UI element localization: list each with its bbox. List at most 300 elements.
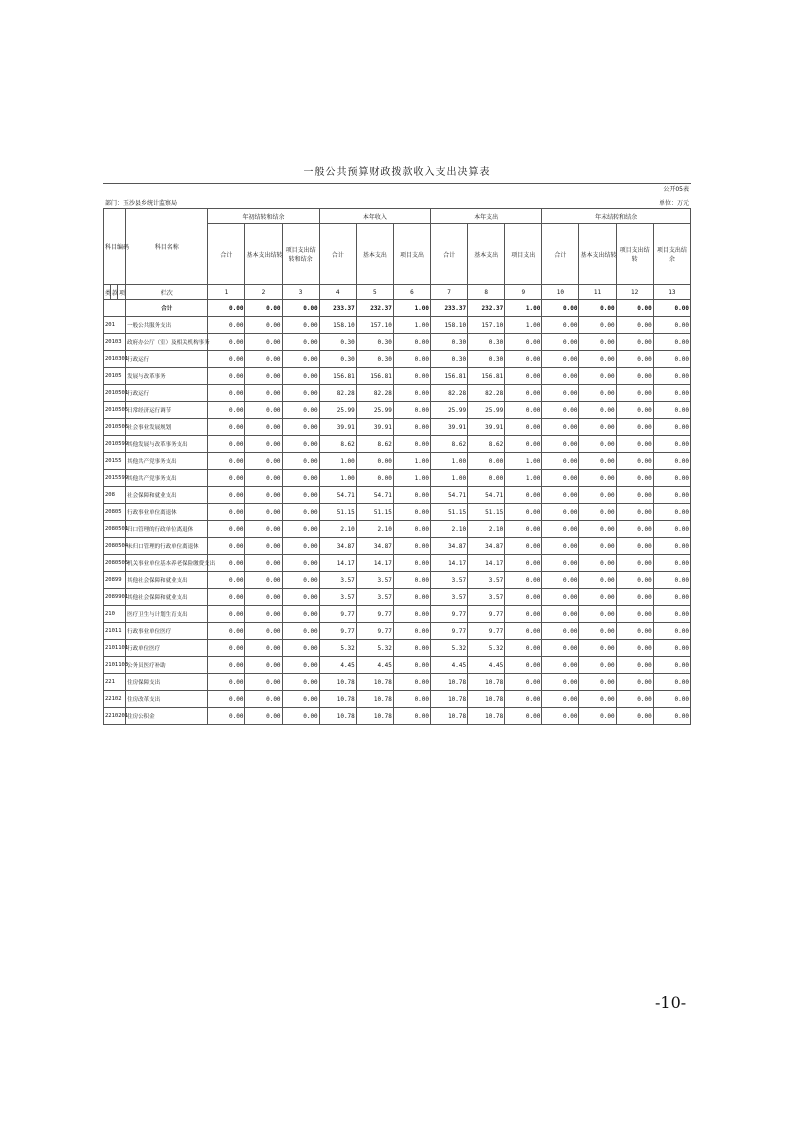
row-value-col8: 5.32 <box>468 640 505 657</box>
row-value-col7: 9.77 <box>431 623 468 640</box>
row-code: 2010301 <box>104 351 126 368</box>
colnum-1: 1 <box>208 285 245 300</box>
row-value-col12: 0.00 <box>616 640 653 657</box>
row-value-col9: 0.00 <box>505 419 542 436</box>
dept-row <box>103 196 691 208</box>
table-row <box>104 436 691 453</box>
row-value-col6: 0.00 <box>393 504 430 521</box>
row-value-col3: 0.00 <box>282 538 319 555</box>
row-value-col9: 0.00 <box>505 334 542 351</box>
row-value-col3: 0.00 <box>282 402 319 419</box>
row-value-col9: 0.00 <box>505 623 542 640</box>
table-row <box>104 589 691 606</box>
end-basic-header: 基本支出结转 <box>579 224 616 285</box>
row-value-col13: 0.00 <box>653 521 690 538</box>
colnum-11: 11 <box>579 285 616 300</box>
income-header: 本年收入 <box>319 209 430 224</box>
row-value-col6: 0.00 <box>393 436 430 453</box>
table-row <box>104 402 691 419</box>
row-value-col11: 0.00 <box>579 436 616 453</box>
table-row <box>104 453 691 470</box>
row-value-col4: 14.17 <box>319 555 356 572</box>
row-value-col10: 0.00 <box>542 300 579 317</box>
row-name: 医疗卫生与计划生育支出 <box>126 606 208 623</box>
row-value-col1: 0.00 <box>208 640 245 657</box>
expense-project-header: 项目支出 <box>505 224 542 285</box>
row-value-col10: 0.00 <box>542 589 579 606</box>
row-value-col10: 0.00 <box>542 470 579 487</box>
row-value-col12: 0.00 <box>616 589 653 606</box>
row-value-col8: 39.91 <box>468 419 505 436</box>
row-name: 公务员医疗补助 <box>126 657 208 674</box>
row-value-col10: 0.00 <box>542 436 579 453</box>
row-value-col8: 14.17 <box>468 555 505 572</box>
row-code: 2080505 <box>104 555 126 572</box>
row-value-col1: 0.00 <box>208 521 245 538</box>
table-row <box>104 674 691 691</box>
row-value-col3: 0.00 <box>282 691 319 708</box>
table-row <box>104 538 691 555</box>
row-value-col3: 0.00 <box>282 640 319 657</box>
row-code: 21011 <box>104 623 126 640</box>
row-value-col9: 0.00 <box>505 606 542 623</box>
table-row <box>104 640 691 657</box>
row-value-col8: 10.78 <box>468 674 505 691</box>
row-value-col12: 0.00 <box>616 402 653 419</box>
row-name: 住房公积金 <box>126 708 208 725</box>
row-value-col3: 0.00 <box>282 504 319 521</box>
row-value-col13: 0.00 <box>653 351 690 368</box>
row-name: 机关事业单位基本养老保险缴费支出 <box>126 555 208 572</box>
table-row <box>104 334 691 351</box>
row-value-col6: 0.00 <box>393 385 430 402</box>
row-value-col9: 0.00 <box>505 402 542 419</box>
row-value-col13: 0.00 <box>653 657 690 674</box>
row-code: 22102 <box>104 691 126 708</box>
department-label: 部门：玉沙县乡统计监察局 <box>105 200 178 207</box>
row-value-col5: 0.30 <box>356 334 393 351</box>
table-row <box>104 385 691 402</box>
row-value-col8: 25.99 <box>468 402 505 419</box>
row-value-col6: 0.00 <box>393 606 430 623</box>
row-value-col13: 0.00 <box>653 572 690 589</box>
row-value-col1: 0.00 <box>208 691 245 708</box>
row-code: 201 <box>104 317 126 334</box>
row-value-col13: 0.00 <box>653 674 690 691</box>
row-code: 2010506 <box>104 419 126 436</box>
row-value-col3: 0.00 <box>282 436 319 453</box>
row-value-col9: 0.00 <box>505 640 542 657</box>
row-value-col1: 0.00 <box>208 606 245 623</box>
row-value-col11: 0.00 <box>579 504 616 521</box>
row-value-col10: 0.00 <box>542 708 579 725</box>
row-value-col2: 0.00 <box>245 317 282 334</box>
row-value-col1: 0.00 <box>208 453 245 470</box>
prev-project-header: 项目支出结转和结余 <box>282 224 319 285</box>
row-value-col10: 0.00 <box>542 640 579 657</box>
row-value-col3: 0.00 <box>282 589 319 606</box>
row-value-col5: 156.81 <box>356 368 393 385</box>
row-value-col5: 9.77 <box>356 623 393 640</box>
row-value-col8: 9.77 <box>468 606 505 623</box>
page-number: -10- <box>655 993 687 1012</box>
end-total-header: 合计 <box>542 224 579 285</box>
row-value-col1: 0.00 <box>208 470 245 487</box>
title-row <box>103 157 691 184</box>
row-value-col1: 0.00 <box>208 589 245 606</box>
row-value-col11: 0.00 <box>579 657 616 674</box>
row-value-col7: 10.78 <box>431 708 468 725</box>
row-value-col7: 156.81 <box>431 368 468 385</box>
row-value-col4: 25.99 <box>319 402 356 419</box>
row-value-col12: 0.00 <box>616 385 653 402</box>
row-value-col10: 0.00 <box>542 521 579 538</box>
row-value-col5: 3.57 <box>356 572 393 589</box>
row-value-col4: 51.15 <box>319 504 356 521</box>
table-row <box>104 317 691 334</box>
row-value-col7: 158.10 <box>431 317 468 334</box>
row-name: 其他发展与改革事务支出 <box>126 436 208 453</box>
row-value-col7: 8.62 <box>431 436 468 453</box>
row-value-col5: 9.77 <box>356 606 393 623</box>
expense-total-header: 合计 <box>431 224 468 285</box>
row-value-col6: 0.00 <box>393 572 430 589</box>
row-value-col2: 0.00 <box>245 334 282 351</box>
row-value-col3: 0.00 <box>282 419 319 436</box>
row-value-col13: 0.00 <box>653 538 690 555</box>
income-project-header: 项目支出 <box>393 224 430 285</box>
row-value-col6: 1.00 <box>393 317 430 334</box>
row-value-col10: 0.00 <box>542 606 579 623</box>
colnum-9: 9 <box>505 285 542 300</box>
row-value-col1: 0.00 <box>208 351 245 368</box>
row-value-col8: 4.45 <box>468 657 505 674</box>
row-value-col12: 0.00 <box>616 674 653 691</box>
row-value-col1: 0.00 <box>208 487 245 504</box>
row-value-col5: 10.78 <box>356 674 393 691</box>
row-value-col5: 4.45 <box>356 657 393 674</box>
row-code: 20805 <box>104 504 126 521</box>
row-code: 20105 <box>104 368 126 385</box>
row-value-col7: 1.00 <box>431 453 468 470</box>
colnum-3: 3 <box>282 285 319 300</box>
row-value-col7: 39.91 <box>431 419 468 436</box>
row-value-col13: 0.00 <box>653 317 690 334</box>
colnum-5: 5 <box>356 285 393 300</box>
row-value-col11: 0.00 <box>579 453 616 470</box>
column-number-row <box>104 285 691 300</box>
row-value-col3: 0.00 <box>282 334 319 351</box>
row-value-col2: 0.00 <box>245 453 282 470</box>
row-value-col10: 0.00 <box>542 555 579 572</box>
row-value-col4: 1.00 <box>319 470 356 487</box>
row-value-col6: 0.00 <box>393 555 430 572</box>
row-value-col4: 54.71 <box>319 487 356 504</box>
row-value-col13: 0.00 <box>653 708 690 725</box>
row-value-col9: 0.00 <box>505 436 542 453</box>
row-value-col7: 10.78 <box>431 674 468 691</box>
row-value-col12: 0.00 <box>616 572 653 589</box>
row-value-col13: 0.00 <box>653 453 690 470</box>
row-value-col4: 4.45 <box>319 657 356 674</box>
row-value-col2: 0.00 <box>245 521 282 538</box>
row-value-col11: 0.00 <box>579 385 616 402</box>
row-value-col4: 34.87 <box>319 538 356 555</box>
row-value-col10: 0.00 <box>542 657 579 674</box>
row-value-col13: 0.00 <box>653 402 690 419</box>
row-value-col3: 0.00 <box>282 555 319 572</box>
row-value-col12: 0.00 <box>616 623 653 640</box>
row-name: 日常经济运行调节 <box>126 402 208 419</box>
row-value-col2: 0.00 <box>245 504 282 521</box>
row-value-col2: 0.00 <box>245 351 282 368</box>
xiang-header: 项 <box>118 285 126 300</box>
row-value-col2: 0.00 <box>245 470 282 487</box>
row-value-col3: 0.00 <box>282 317 319 334</box>
table-row <box>104 606 691 623</box>
row-value-col12: 0.00 <box>616 351 653 368</box>
row-value-col10: 0.00 <box>542 674 579 691</box>
row-value-col6: 0.00 <box>393 538 430 555</box>
row-value-col2: 0.00 <box>245 436 282 453</box>
row-code: 2010599 <box>104 436 126 453</box>
row-value-col8: 10.78 <box>468 708 505 725</box>
row-value-col3: 0.00 <box>282 657 319 674</box>
row-value-col8: 51.15 <box>468 504 505 521</box>
row-value-col2: 0.00 <box>245 708 282 725</box>
row-value-col11: 0.00 <box>579 623 616 640</box>
row-value-col4: 9.77 <box>319 623 356 640</box>
row-value-col2: 0.00 <box>245 589 282 606</box>
row-value-col2: 0.00 <box>245 402 282 419</box>
row-value-col6: 1.00 <box>393 453 430 470</box>
row-value-col6: 0.00 <box>393 402 430 419</box>
row-value-col7: 0.30 <box>431 351 468 368</box>
row-value-col8: 82.28 <box>468 385 505 402</box>
row-value-col13: 0.00 <box>653 589 690 606</box>
row-value-col10: 0.00 <box>542 334 579 351</box>
row-name: 其他社会保障和就业支出 <box>126 572 208 589</box>
row-value-col1: 0.00 <box>208 419 245 436</box>
row-value-col3: 0.00 <box>282 351 319 368</box>
row-value-col9: 0.00 <box>505 572 542 589</box>
budget-sheet <box>103 157 691 725</box>
row-value-col7: 34.87 <box>431 538 468 555</box>
row-value-col9: 1.00 <box>505 317 542 334</box>
row-value-col4: 10.78 <box>319 708 356 725</box>
expense-basic-header: 基本支出 <box>468 224 505 285</box>
row-value-col2: 0.00 <box>245 572 282 589</box>
row-value-col1: 0.00 <box>208 623 245 640</box>
row-value-col12: 0.00 <box>616 368 653 385</box>
row-value-col2: 0.00 <box>245 691 282 708</box>
end-balance-header: 年末结转和结余 <box>542 209 691 224</box>
row-value-col7: 51.15 <box>431 504 468 521</box>
row-value-col9: 1.00 <box>505 453 542 470</box>
lei-header: 类 <box>104 285 111 300</box>
row-value-col1: 0.00 <box>208 708 245 725</box>
row-value-col8: 2.10 <box>468 521 505 538</box>
row-value-col2: 0.00 <box>245 538 282 555</box>
row-value-col1: 0.00 <box>208 657 245 674</box>
row-value-col7: 3.57 <box>431 572 468 589</box>
colnum-6: 6 <box>393 285 430 300</box>
row-name: 合计 <box>126 300 208 317</box>
row-value-col12: 0.00 <box>616 606 653 623</box>
row-value-col13: 0.00 <box>653 300 690 317</box>
row-value-col11: 0.00 <box>579 368 616 385</box>
row-name: 行政运行 <box>126 351 208 368</box>
row-value-col3: 0.00 <box>282 521 319 538</box>
row-value-col9: 0.00 <box>505 674 542 691</box>
row-name: 发展与改革事务 <box>126 368 208 385</box>
row-value-col5: 3.57 <box>356 589 393 606</box>
row-value-col4: 82.28 <box>319 385 356 402</box>
row-value-col12: 0.00 <box>616 300 653 317</box>
row-value-col11: 0.00 <box>579 419 616 436</box>
row-value-col8: 157.10 <box>468 317 505 334</box>
row-value-col4: 39.91 <box>319 419 356 436</box>
row-value-col12: 0.00 <box>616 419 653 436</box>
row-value-col7: 82.28 <box>431 385 468 402</box>
row-value-col9: 0.00 <box>505 487 542 504</box>
row-value-col11: 0.00 <box>579 589 616 606</box>
row-value-col11: 0.00 <box>579 521 616 538</box>
row-name: 行政事业单位离退休 <box>126 504 208 521</box>
row-value-col2: 0.00 <box>245 385 282 402</box>
row-value-col11: 0.00 <box>579 317 616 334</box>
row-value-col9: 0.00 <box>505 368 542 385</box>
row-code <box>104 300 126 317</box>
row-value-col5: 232.37 <box>356 300 393 317</box>
row-value-col5: 39.91 <box>356 419 393 436</box>
row-value-col10: 0.00 <box>542 538 579 555</box>
row-value-col6: 1.00 <box>393 300 430 317</box>
row-value-col12: 0.00 <box>616 504 653 521</box>
row-value-col2: 0.00 <box>245 368 282 385</box>
row-value-col7: 14.17 <box>431 555 468 572</box>
expense-header: 本年支出 <box>431 209 542 224</box>
row-value-col9: 0.00 <box>505 708 542 725</box>
row-value-col7: 5.32 <box>431 640 468 657</box>
table-row <box>104 708 691 725</box>
row-value-col6: 0.00 <box>393 691 430 708</box>
row-value-col5: 10.78 <box>356 708 393 725</box>
row-value-col6: 0.00 <box>393 708 430 725</box>
row-value-col8: 0.00 <box>468 470 505 487</box>
row-code: 2080501 <box>104 521 126 538</box>
row-value-col12: 0.00 <box>616 317 653 334</box>
table-row <box>104 368 691 385</box>
row-value-col10: 0.00 <box>542 453 579 470</box>
row-value-col3: 0.00 <box>282 385 319 402</box>
row-value-col1: 0.00 <box>208 300 245 317</box>
row-value-col1: 0.00 <box>208 538 245 555</box>
row-name: 政府办公厅（室）及相关机构事务 <box>126 334 208 351</box>
row-name: 社会保障和就业支出 <box>126 487 208 504</box>
row-value-col5: 0.00 <box>356 453 393 470</box>
row-value-col3: 0.00 <box>282 453 319 470</box>
row-value-col13: 0.00 <box>653 640 690 657</box>
row-value-col4: 10.78 <box>319 674 356 691</box>
row-value-col11: 0.00 <box>579 334 616 351</box>
row-value-col7: 2.10 <box>431 521 468 538</box>
row-value-col4: 5.32 <box>319 640 356 657</box>
row-code: 221 <box>104 674 126 691</box>
row-value-col12: 0.00 <box>616 453 653 470</box>
row-value-col3: 0.00 <box>282 470 319 487</box>
row-value-col6: 0.00 <box>393 674 430 691</box>
row-value-col13: 0.00 <box>653 691 690 708</box>
row-value-col7: 1.00 <box>431 470 468 487</box>
row-value-col5: 82.28 <box>356 385 393 402</box>
row-value-col8: 3.57 <box>468 589 505 606</box>
row-value-col2: 0.00 <box>245 657 282 674</box>
row-code: 2015599 <box>104 470 126 487</box>
row-value-col13: 0.00 <box>653 623 690 640</box>
row-name: 社会事业发展规划 <box>126 419 208 436</box>
row-value-col12: 0.00 <box>616 555 653 572</box>
row-code: 20899 <box>104 572 126 589</box>
row-value-col6: 0.00 <box>393 487 430 504</box>
row-value-col8: 0.30 <box>468 334 505 351</box>
row-value-col11: 0.00 <box>579 470 616 487</box>
row-value-col6: 0.00 <box>393 640 430 657</box>
colnum-10: 10 <box>542 285 579 300</box>
row-value-col6: 0.00 <box>393 351 430 368</box>
row-value-col7: 54.71 <box>431 487 468 504</box>
row-value-col9: 0.00 <box>505 351 542 368</box>
row-value-col2: 0.00 <box>245 300 282 317</box>
income-total-header: 合计 <box>319 224 356 285</box>
row-value-col10: 0.00 <box>542 623 579 640</box>
row-value-col12: 0.00 <box>616 657 653 674</box>
row-value-col8: 156.81 <box>468 368 505 385</box>
row-value-col6: 0.00 <box>393 657 430 674</box>
row-value-col13: 0.00 <box>653 487 690 504</box>
row-value-col5: 34.87 <box>356 538 393 555</box>
row-code: 210 <box>104 606 126 623</box>
table-row <box>104 657 691 674</box>
row-name: 住房改革支出 <box>126 691 208 708</box>
row-value-col4: 2.10 <box>319 521 356 538</box>
row-value-col12: 0.00 <box>616 521 653 538</box>
row-value-col11: 0.00 <box>579 572 616 589</box>
row-value-col11: 0.00 <box>579 606 616 623</box>
row-code: 2089901 <box>104 589 126 606</box>
row-name: 一般公共服务支出 <box>126 317 208 334</box>
row-value-col1: 0.00 <box>208 436 245 453</box>
row-value-col11: 0.00 <box>579 538 616 555</box>
end-proj-carry-header: 项目支出结转 <box>616 224 653 285</box>
colnum-7: 7 <box>431 285 468 300</box>
row-value-col2: 0.00 <box>245 487 282 504</box>
row-value-col10: 0.00 <box>542 317 579 334</box>
row-value-col2: 0.00 <box>245 555 282 572</box>
row-name: 其他社会保障和就业支出 <box>126 589 208 606</box>
row-value-col7: 25.99 <box>431 402 468 419</box>
row-value-col10: 0.00 <box>542 351 579 368</box>
row-value-col6: 0.00 <box>393 419 430 436</box>
row-value-col12: 0.00 <box>616 470 653 487</box>
row-value-col2: 0.00 <box>245 606 282 623</box>
row-value-col1: 0.00 <box>208 368 245 385</box>
row-value-col1: 0.00 <box>208 674 245 691</box>
row-value-col2: 0.00 <box>245 419 282 436</box>
row-value-col6: 0.00 <box>393 334 430 351</box>
subject-code-header: 科目编码 <box>104 209 126 285</box>
table-id-row <box>103 184 691 196</box>
